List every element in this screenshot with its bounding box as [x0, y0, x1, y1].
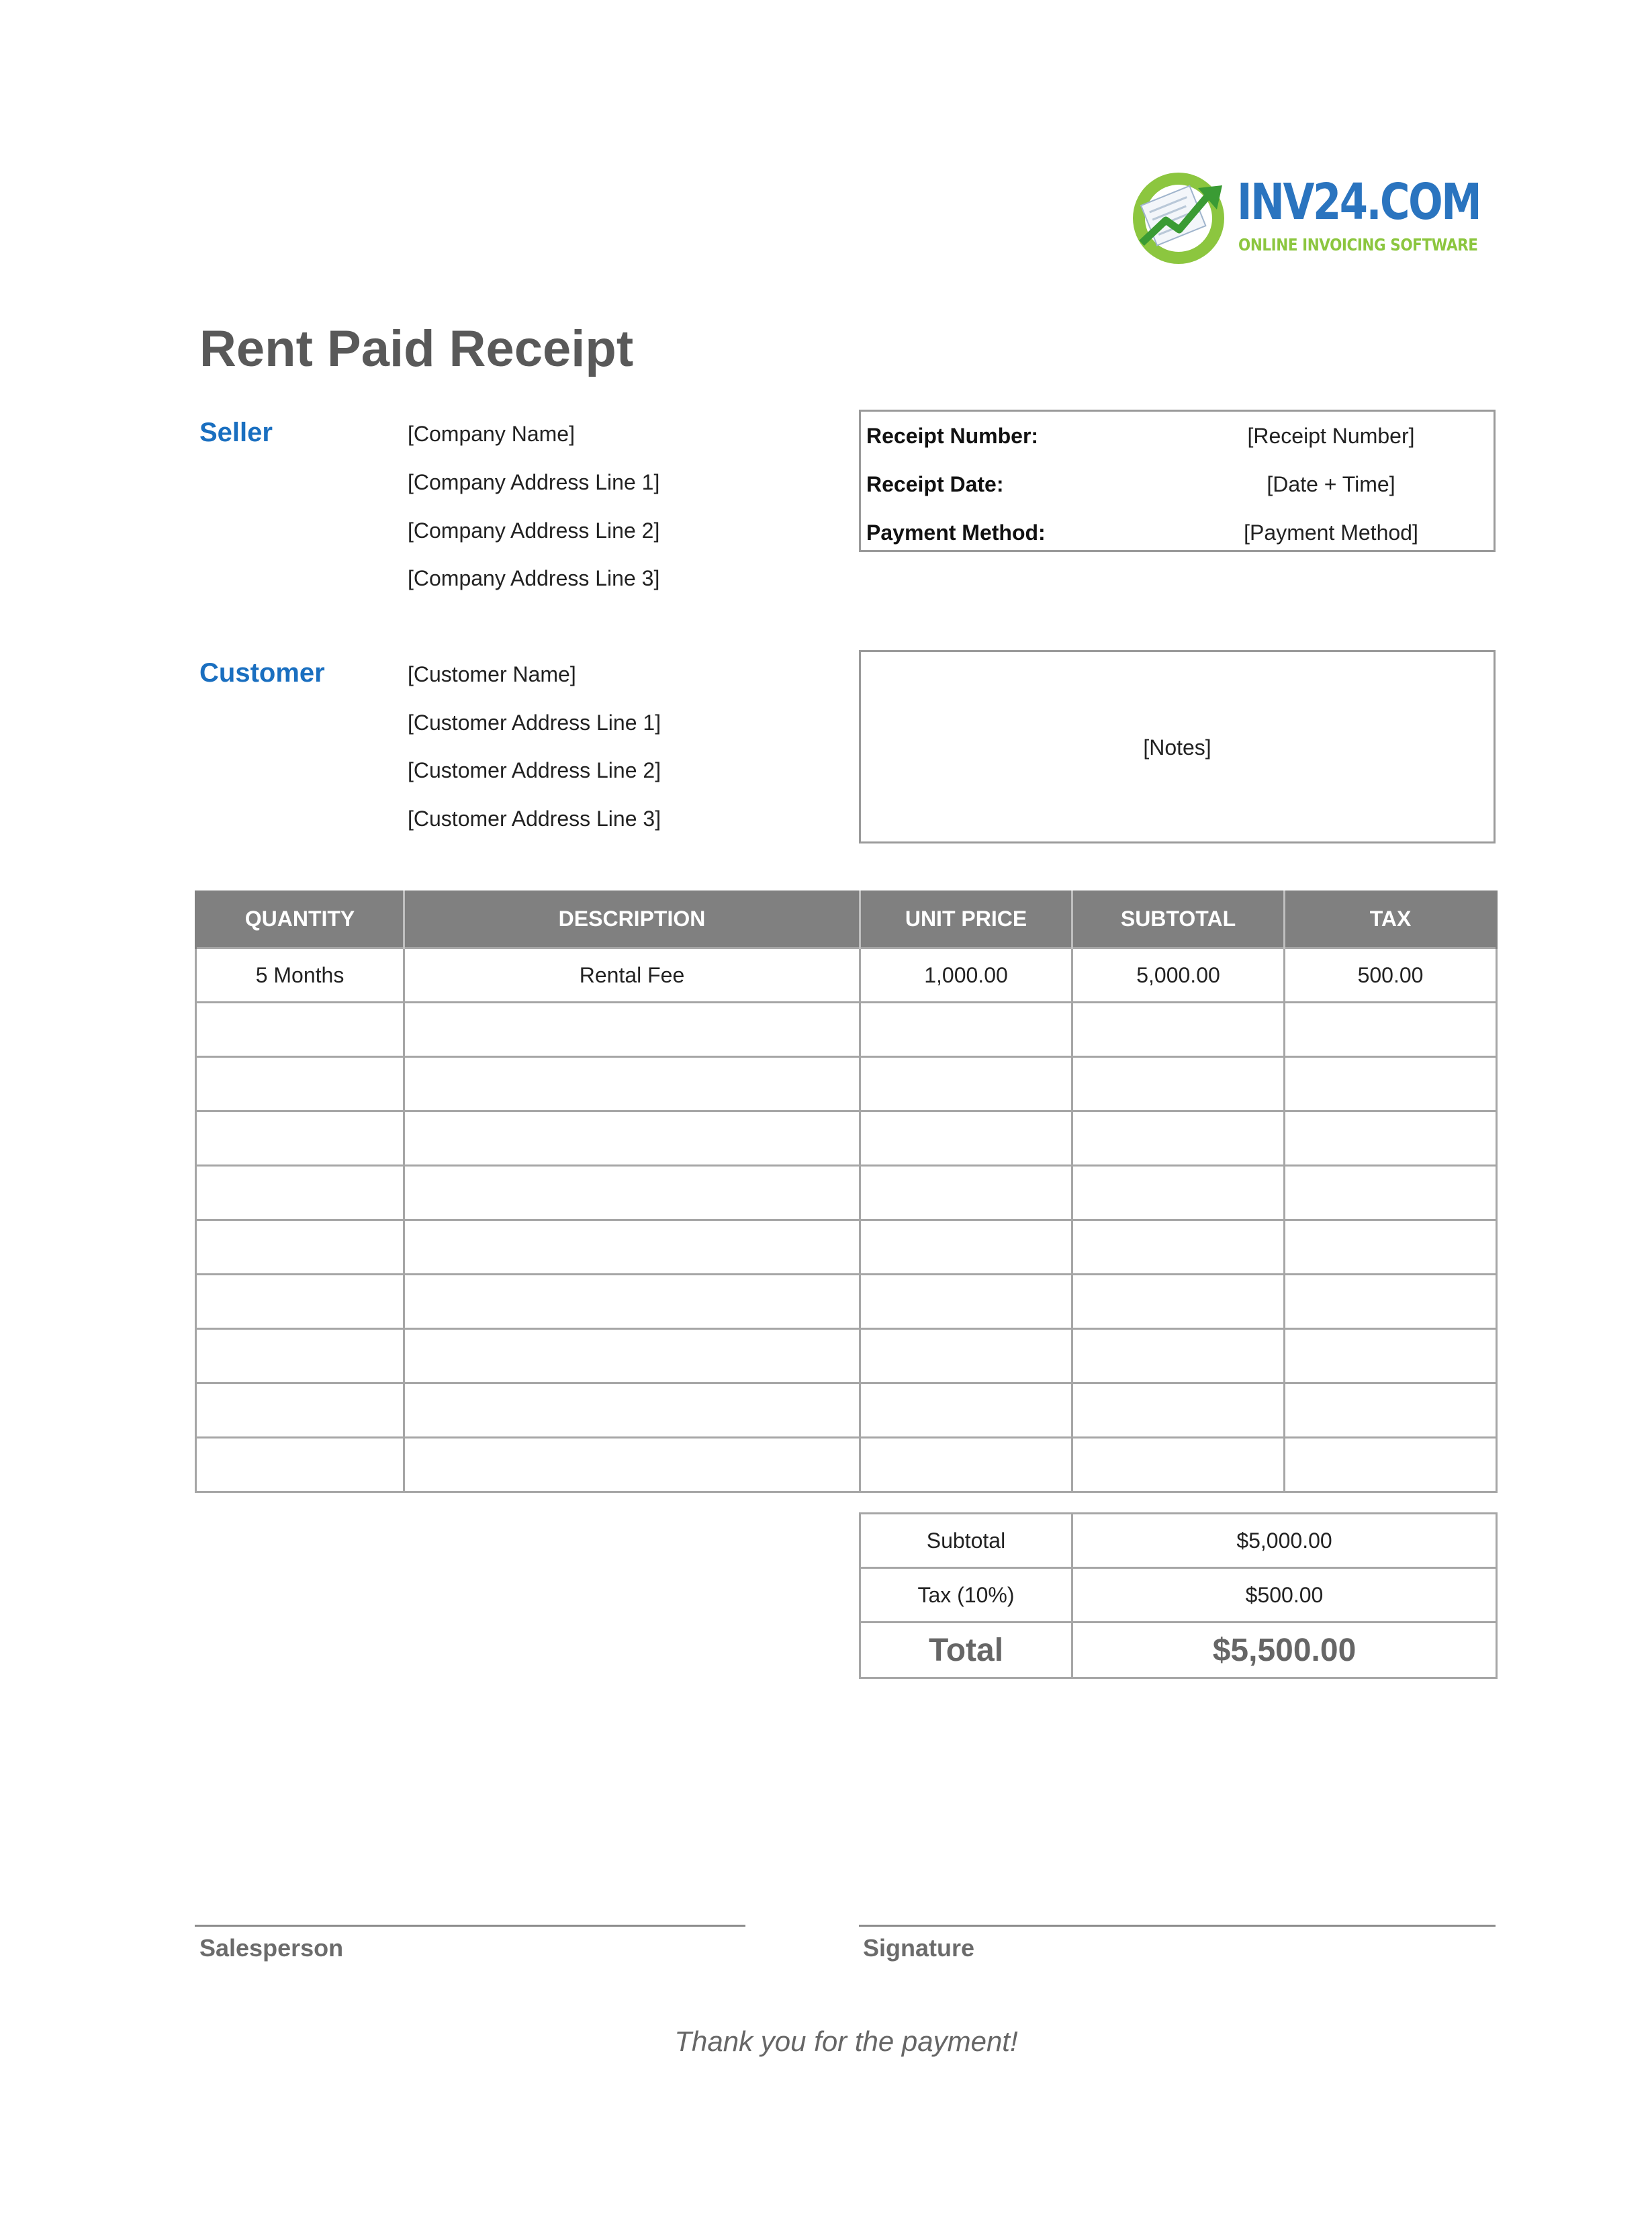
- empty-cell: [1072, 1003, 1285, 1057]
- empty-cell: [196, 1275, 404, 1329]
- table-row: [196, 1003, 1497, 1057]
- customer-line: [Customer Address Line 1]: [408, 711, 661, 735]
- empty-cell: [404, 1057, 860, 1111]
- empty-cell: [196, 1003, 404, 1057]
- column-header-tax: TAX: [1285, 890, 1497, 948]
- column-header-quantity: QUANTITY: [196, 890, 404, 948]
- cell-tax: 500.00: [1285, 948, 1497, 1003]
- notes-box: [859, 650, 1496, 843]
- customer-line: [Customer Address Line 3]: [408, 807, 661, 831]
- table-row: [196, 1057, 1497, 1111]
- receipt-number-value: [Receipt Number]: [1247, 424, 1415, 448]
- receipt-info-box: [859, 410, 1496, 552]
- empty-cell: [196, 1111, 404, 1166]
- customer-line: [Customer Address Line 2]: [408, 758, 661, 782]
- subtotal-label: Subtotal: [860, 1514, 1072, 1568]
- empty-cell: [1285, 1111, 1497, 1166]
- payment-method-row: [861, 511, 1494, 559]
- empty-cell: [860, 1057, 1072, 1111]
- table-row: [196, 1383, 1497, 1438]
- empty-cell: [1072, 1275, 1285, 1329]
- empty-cell: [1072, 1438, 1285, 1492]
- empty-cell: [404, 1003, 860, 1057]
- empty-cell: [1285, 1003, 1497, 1057]
- empty-cell: [860, 1220, 1072, 1275]
- subtotal-row: [860, 1514, 1497, 1568]
- empty-cell: [860, 1329, 1072, 1383]
- brand-logo: [1128, 168, 1481, 269]
- table-row: [196, 1275, 1497, 1329]
- empty-cell: [196, 1057, 404, 1111]
- column-header-unit-price: UNIT PRICE: [860, 890, 1072, 948]
- customer-label: Customer: [199, 658, 325, 688]
- tax-row: [860, 1568, 1497, 1623]
- empty-cell: [1285, 1057, 1497, 1111]
- receipt-number-row: [861, 414, 1494, 463]
- receipt-date-value: [Date + Time]: [1267, 472, 1395, 496]
- empty-cell: [404, 1220, 860, 1275]
- table-row: [196, 1329, 1497, 1383]
- empty-cell: [196, 1329, 404, 1383]
- empty-cell: [404, 1166, 860, 1220]
- empty-cell: [860, 1383, 1072, 1438]
- total-value: $5,500.00: [1072, 1623, 1497, 1678]
- items-table: [195, 890, 1498, 1493]
- cell-quantity: 5 Months: [196, 948, 404, 1003]
- empty-cell: [1072, 1166, 1285, 1220]
- table-row: [196, 1438, 1497, 1492]
- empty-cell: [860, 1003, 1072, 1057]
- empty-cell: [196, 1166, 404, 1220]
- seller-label: Seller: [199, 418, 273, 447]
- salesperson-label: Salesperson: [199, 1934, 344, 1962]
- seller-line: [Company Address Line 3]: [408, 566, 660, 590]
- subtotal-value: $5,000.00: [1072, 1514, 1497, 1568]
- tax-value: $500.00: [1072, 1568, 1497, 1623]
- empty-cell: [196, 1383, 404, 1438]
- receipt-number-label: Receipt Number:: [866, 424, 1039, 448]
- table-header-row: [196, 890, 1497, 948]
- empty-cell: [1285, 1438, 1497, 1492]
- payment-method-value: [Payment Method]: [1244, 520, 1418, 545]
- seller-line: [Company Address Line 1]: [408, 470, 660, 494]
- notes-text: [Notes]: [1143, 735, 1211, 760]
- column-header-subtotal: SUBTOTAL: [1072, 890, 1285, 948]
- signature-label: Signature: [863, 1934, 975, 1962]
- thank-you-message: Thank you for the payment!: [674, 2025, 1018, 2057]
- logo-brand-text: INV24.COM: [1237, 173, 1481, 231]
- total-label: Total: [860, 1623, 1072, 1678]
- empty-cell: [1285, 1220, 1497, 1275]
- empty-cell: [860, 1166, 1072, 1220]
- table-row: [196, 1111, 1497, 1166]
- cell-unit-price: 1,000.00: [860, 948, 1072, 1003]
- seller-line: [Company Name]: [408, 422, 575, 446]
- empty-cell: [1285, 1383, 1497, 1438]
- empty-cell: [1072, 1057, 1285, 1111]
- empty-cell: [1285, 1329, 1497, 1383]
- cell-subtotal: 5,000.00: [1072, 948, 1285, 1003]
- salesperson-line: [195, 1925, 745, 1927]
- receipt-date-label: Receipt Date:: [866, 472, 1004, 496]
- table-row: [196, 948, 1497, 1003]
- cell-description: Rental Fee: [404, 948, 860, 1003]
- payment-method-label: Payment Method:: [866, 520, 1046, 545]
- empty-cell: [1072, 1329, 1285, 1383]
- signature-line: [859, 1925, 1496, 1927]
- column-header-description: DESCRIPTION: [404, 890, 860, 948]
- customer-line: [Customer Name]: [408, 662, 576, 686]
- total-row: [860, 1623, 1497, 1678]
- empty-cell: [404, 1438, 860, 1492]
- empty-cell: [860, 1438, 1072, 1492]
- totals-table: [859, 1512, 1498, 1679]
- table-row: [196, 1166, 1497, 1220]
- page-title: Rent Paid Receipt: [199, 320, 634, 377]
- empty-cell: [404, 1275, 860, 1329]
- table-row: [196, 1220, 1497, 1275]
- empty-cell: [1072, 1111, 1285, 1166]
- tax-label: Tax (10%): [860, 1568, 1072, 1623]
- empty-cell: [1285, 1275, 1497, 1329]
- empty-cell: [404, 1329, 860, 1383]
- empty-cell: [1285, 1166, 1497, 1220]
- logo-chart-icon: [1128, 168, 1229, 269]
- seller-line: [Company Address Line 2]: [408, 518, 660, 543]
- empty-cell: [1072, 1383, 1285, 1438]
- empty-cell: [196, 1220, 404, 1275]
- empty-cell: [1072, 1220, 1285, 1275]
- empty-cell: [404, 1111, 860, 1166]
- empty-cell: [860, 1275, 1072, 1329]
- receipt-date-row: [861, 463, 1494, 511]
- empty-cell: [404, 1383, 860, 1438]
- empty-cell: [196, 1438, 404, 1492]
- logo-tagline: ONLINE INVOICING SOFTWARE: [1238, 235, 1478, 255]
- empty-cell: [860, 1111, 1072, 1166]
